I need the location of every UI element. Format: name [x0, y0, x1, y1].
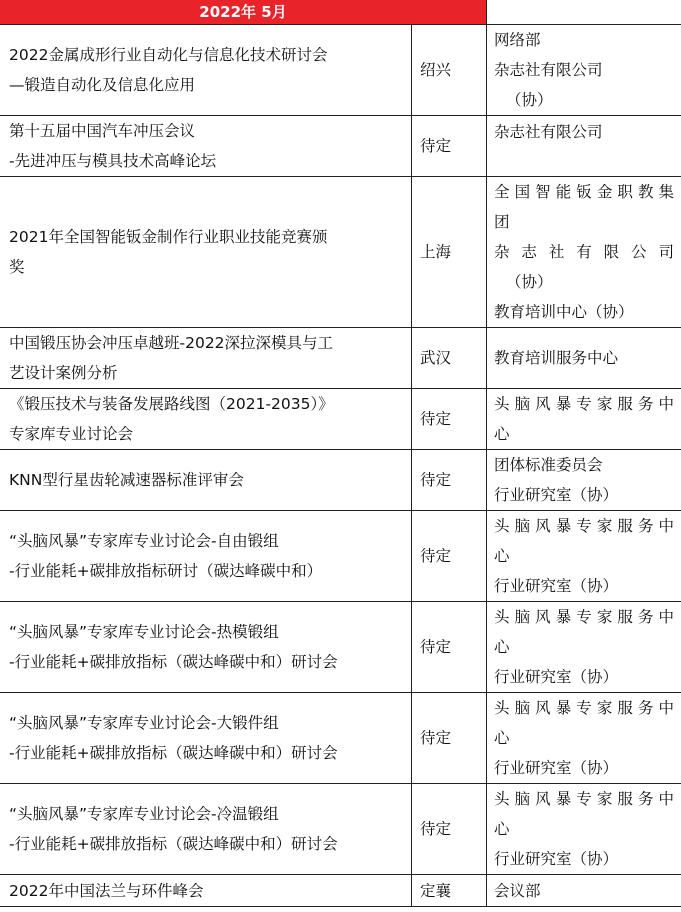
org-line: 头脑风暴专家服务中: [494, 517, 675, 535]
org-line: 头脑风暴专家服务中: [494, 608, 675, 626]
org-cell: [487, 116, 681, 177]
event-line: 中国锻压协会冲压卓越班-2022深拉深模具与工: [9, 334, 334, 352]
event-line: -行业能耗+碳排放指标研讨（碳达峰碳中和）: [9, 562, 323, 580]
month-header: 2022年 5月: [0, 0, 487, 25]
event-cell: [0, 25, 412, 116]
org-line: 杂志社有限公司: [494, 123, 603, 141]
org-cell: [487, 875, 681, 907]
event-line: -行业能耗+碳排放指标（碳达峰碳中和）研讨会: [9, 835, 338, 853]
city-cell: 上海: [412, 177, 487, 328]
city-cell: 待定: [412, 602, 487, 693]
org-line: 行业研究室（协）: [494, 486, 619, 504]
event-cell: [0, 602, 412, 693]
event-cell: [0, 511, 412, 602]
org-line: 团体标准委员会: [494, 456, 603, 474]
event-line: KNN型行星齿轮减速器标准评审会: [9, 471, 244, 489]
city-cell: 武汉: [412, 328, 487, 389]
org-line: 杂志社有限公司: [494, 243, 675, 261]
org-line: 头脑风暴专家服务中: [494, 395, 675, 413]
org-line: 杂志社有限公司: [494, 61, 603, 79]
event-line: 2021年全国智能钣金制作行业职业技能竞赛颁: [9, 228, 328, 246]
org-cell: [487, 328, 681, 389]
city-cell: 定襄: [412, 875, 487, 907]
event-line: -行业能耗+碳排放指标（碳达峰碳中和）研讨会: [9, 653, 338, 671]
org-line: 网络部: [494, 31, 541, 49]
org-line: 行业研究室（协）: [494, 759, 619, 777]
org-cell: [487, 511, 681, 602]
org-line: 心: [494, 638, 510, 656]
org-line: 头脑风暴专家服务中: [494, 790, 675, 808]
event-cell: [0, 875, 412, 907]
event-cell: [0, 116, 412, 177]
table-row: [0, 389, 681, 450]
event-line: 奖: [9, 258, 25, 276]
org-line: 行业研究室（协）: [494, 850, 619, 868]
event-cell: [0, 450, 412, 511]
event-cell: [0, 328, 412, 389]
event-cell: [0, 693, 412, 784]
month-header-blank: [487, 0, 681, 25]
event-line: “头脑风暴”专家库专业讨论会-自由锻组: [9, 532, 279, 550]
event-line: 艺设计案例分析: [9, 364, 118, 382]
city-cell: 待定: [412, 450, 487, 511]
event-line: 《锻压技术与装备发展路线图（2021-2035）》: [9, 395, 334, 413]
org-line: 头脑风暴专家服务中: [494, 699, 675, 717]
city-cell: 待定: [412, 511, 487, 602]
city-cell: 待定: [412, 389, 487, 450]
org-line: 全国智能钣金职教集: [494, 183, 675, 201]
event-line: 2022年中国法兰与环件峰会: [9, 881, 204, 900]
table-row: [0, 875, 681, 907]
org-line: 心: [494, 820, 510, 838]
org-cell: [487, 602, 681, 693]
org-line: 团: [494, 213, 510, 231]
event-line: 第十五届中国汽车冲压会议: [9, 122, 196, 140]
org-cell: [487, 25, 681, 116]
table-row: [0, 693, 681, 784]
event-line: —锻造自动化及信息化应用: [9, 76, 196, 94]
event-line: “头脑风暴”专家库专业讨论会-热模锻组: [9, 623, 279, 641]
event-line: 2022金属成形行业自动化与信息化技术研讨会: [9, 46, 328, 64]
event-line: -先进冲压与模具技术高峰论坛: [9, 152, 217, 170]
org-cell: [487, 784, 681, 875]
org-line: （协）: [506, 273, 553, 291]
event-cell: [0, 784, 412, 875]
table-row: [0, 602, 681, 693]
org-line: 教育培训中心（协）: [494, 303, 634, 321]
table-row: [0, 116, 681, 177]
org-line: 会议部: [494, 881, 541, 900]
table-row: [0, 177, 681, 328]
event-line: -行业能耗+碳排放指标（碳达峰碳中和）研讨会: [9, 744, 338, 762]
org-cell: [487, 450, 681, 511]
event-line: “头脑风暴”专家库专业讨论会-冷温锻组: [9, 805, 279, 823]
event-cell: [0, 177, 412, 328]
org-cell: [487, 389, 681, 450]
table-row: [0, 25, 681, 116]
org-line: 教育培训服务中心: [494, 349, 619, 367]
city-cell: 绍兴: [412, 25, 487, 116]
event-line: 专家库专业讨论会: [9, 425, 134, 443]
org-line: 心: [494, 729, 510, 747]
table-row: [0, 328, 681, 389]
org-line: 行业研究室（协）: [494, 668, 619, 686]
city-cell: 待定: [412, 784, 487, 875]
org-line: 心: [494, 547, 510, 565]
month-header-row: [0, 0, 681, 25]
org-cell: [487, 693, 681, 784]
event-cell: [0, 389, 412, 450]
org-line: （协）: [506, 91, 553, 109]
city-cell: 待定: [412, 116, 487, 177]
table-row: [0, 450, 681, 511]
org-cell: [487, 177, 681, 328]
org-line: 行业研究室（协）: [494, 577, 619, 595]
org-line: 心: [494, 425, 510, 443]
table-row: [0, 784, 681, 875]
table-row: [0, 511, 681, 602]
city-cell: 待定: [412, 693, 487, 784]
event-line: “头脑风暴”专家库专业讨论会-大锻件组: [9, 714, 279, 732]
